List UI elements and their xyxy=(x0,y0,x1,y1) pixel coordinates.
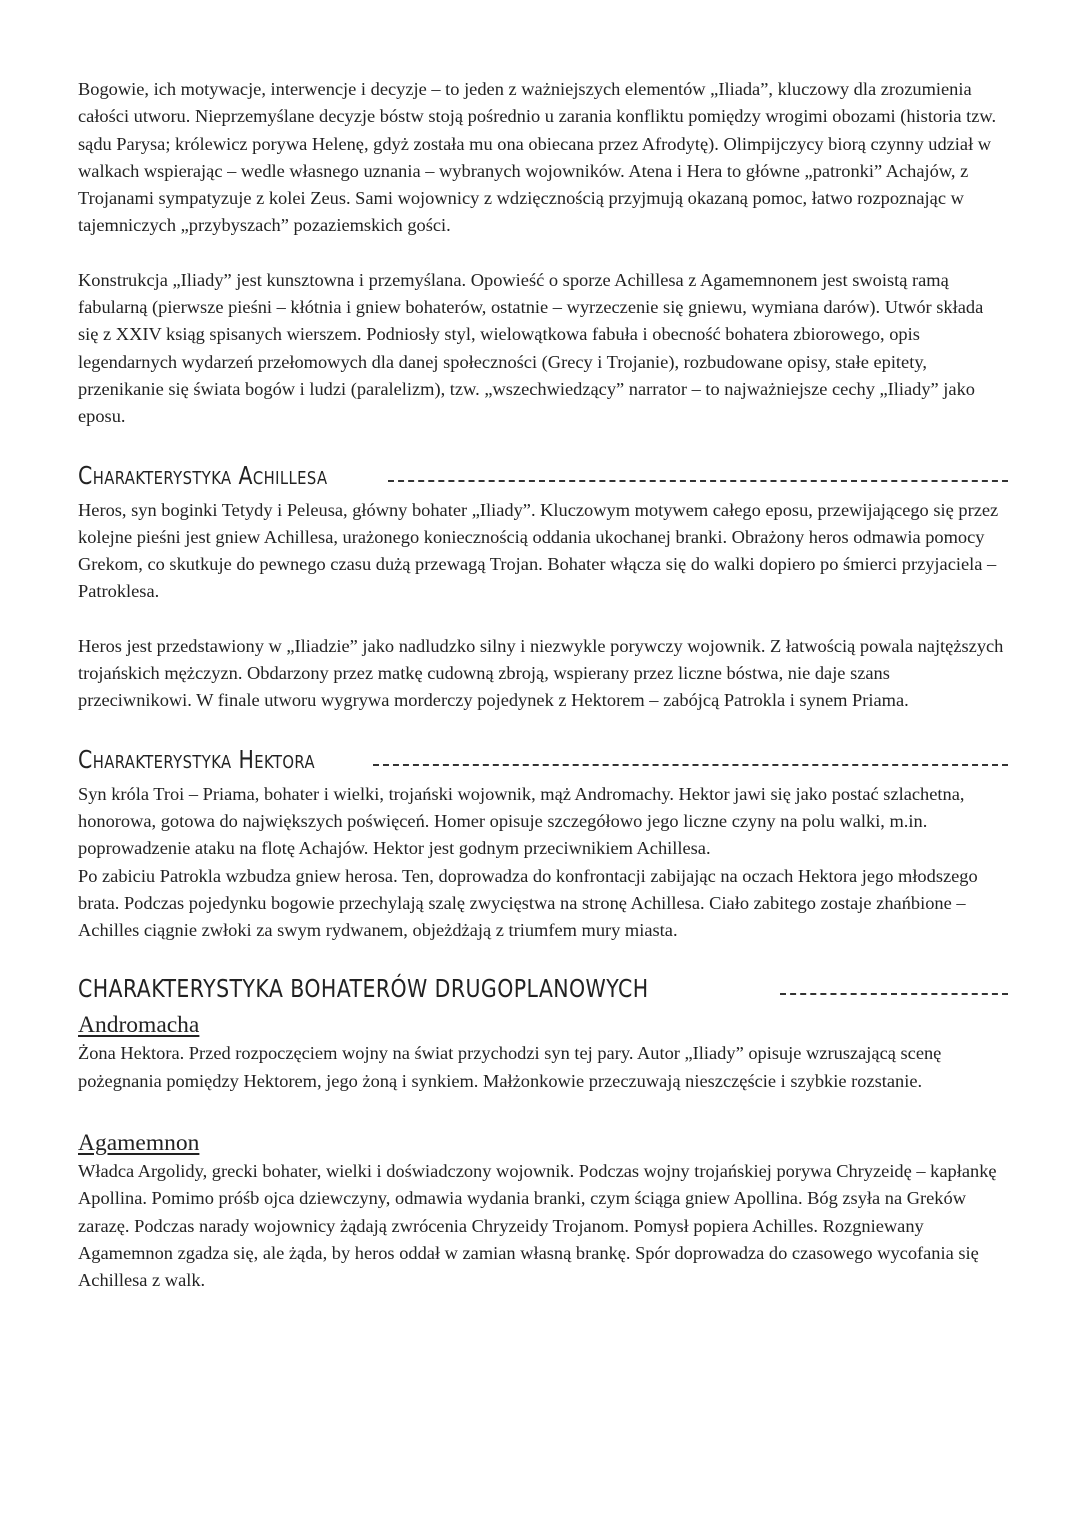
hektor-paragraph-1: Syn króla Troi – Priama, bohater i wielki, trojański wojownik, mąż Andromachy. Hektor jawi się jako postać szlachetna, honorowa, gotowa do największych poświęceń. Homer opisuje szczegółowo jego liczne czyny na polu walki, m.in. poprowadzenie ataku na flotę Achajów. Hektor jest godnym przeciwnikiem Achillesa. xyxy=(78,783,965,859)
section-heading-achilles-text: Charakterystyka Achillesa xyxy=(78,460,328,490)
section-heading-hektor xyxy=(78,735,1008,775)
document-page xyxy=(78,76,1008,1295)
achilles-paragraph-1: Heros, syn boginki Tetydy i Peleusa, główny bohater „Iliady”. Kluczowym motywem całego eposu, przewijającego się przez kolejne pieśni jest gniew Achillesa, urażonego koniecznością oddania ukochanej branki. Obrażony heros odmawia pomocy Grekom, co skutkuje do pewnego czasu dużą przewagą Trojan. Bohater włącza się do walki dopiero po śmierci przyjaciela – Patroklesa. xyxy=(78,499,999,602)
section-heading-achilles xyxy=(78,451,1008,491)
paragraph-gap xyxy=(78,240,1008,267)
paragraph-gap xyxy=(78,1095,1008,1122)
heading-dashed-rule xyxy=(780,993,1008,995)
agamemnon-paragraph: Władca Argolidy, grecki bohater, wielki i doświadczony wojownik. Podczas wojny trojańskiej porywa Chryzeidę – kapłankę Apollina. Pomimo próśb ojca dziewczyny, odmawia wydania branki, czym ściąga gniew Apollina. Bóg zsyła na Greków zarazę. Podczas narady wojownicy żądają zwrócenia Chryzeidy Trojanom. Pomysł popiera Achilles. Rozgniewany Agamemnon zgadza się, ale żąda, by heros oddał w zamian własną brankę. Spór doprowadza do czasowego wycofania się Achillesa z walk. xyxy=(78,1161,997,1291)
section-heading-hektor-text: Charakterystyka Hektora xyxy=(78,744,316,774)
subheading-agamemnon: Agamemnon xyxy=(78,1130,200,1157)
section-heading-secondary-text: CHARAKTERYSTYKA BOHATERÓW DRUGOPLANOWYCH xyxy=(78,974,649,1004)
heading-dashed-rule xyxy=(388,480,1008,482)
andromacha-paragraph: Żona Hektora. Przed rozpoczęciem wojny na świat przychodzi syn tej pary. Autor „Iliady” opisuje wzruszającą scenę pożegnania pomiędzy Hektorem, jego żoną i synkiem. Małżonkowie przeczuwają nieszczęście i szybkie rozstanie. xyxy=(78,1043,942,1091)
achilles-paragraph-2: Heros jest przedstawiony w „Iliadzie” jako nadludzko silny i niezwykle porywczy wojownik. Z łatwością powala najtęższych trojańskich mężczyzn. Obdarzony przez matkę cudowną zbroją, wspierany przez liczne bóstwa, nie daje szans przeciwnikowi. W finale utworu wygrywa morderczy pojedynek z Hektorem – zabójcą Patrokla i synem Priama. xyxy=(78,635,1004,711)
intro-paragraph-construction: Konstrukcja „Iliady” jest kunsztowna i przemyślana. Opowieść o sporze Achillesa z Agamemnonem jest swoistą ramą fabularną (pierwsze pieśni – kłótnia i gniew bohaterów, ostatnie – wyrzeczenie się gniewu, wymiana darów). Utwór składa się z XXIV ksiąg spisanych wierszem. Podniosły styl, wielowątkowa fabuła i obecność bohatera zbiorowego, opis legendarnych wydarzeń przełomowych dla danej społeczności (Grecy i Trojanie), rozbudowane opisy, stałe epitety, przenikanie się świata bogów i ludzi (paralelizm), tzw. „wszechwiedzący” narrator – to najważniejsze cechy „Iliady” jako eposu. xyxy=(78,269,984,427)
intro-paragraph-gods: Bogowie, ich motywacje, interwencje i decyzje – to jeden z ważniejszych elementów „Iliada”, kluczowy dla zrozumienia całości utworu. Nieprzemyślane decyzje bóstw stoją pośrednio u zarania konfliktu pomiędzy wrogimi obozami (historia tzw. sądu Parysa; królewicz porywa Helenę, gdyż została mu ona obiecana przez Afrodytę). Olimpijczycy biorą czynny udział w walkach wspierając – wedle własnego uznania – wybranych wojowników. Atena i Hera to główne „patronki” Achajów, z Trojanami sympatyzuje z kolei Zeus. Sami wojownicy z wdzięcznością przyjmują okazaną pomoc, łatwo rozpoznając w tajemniczych „przybyszach” pozaziemskich gości. xyxy=(78,79,997,236)
paragraph-gap xyxy=(78,606,1008,633)
subheading-andromacha: Andromacha xyxy=(78,1012,200,1039)
hektor-paragraph-2: Po zabiciu Patrokla wzbudza gniew herosa. Ten, doprowadza do konfrontacji zabijając na oczach Hektora jego młodszego brata. Podczas pojedynku bogowie przechylają szalę zwycięstwa na stronę Achillesa. Ciało zabitego zostaje zhańbione – Achilles ciągnie zwłoki za swym rydwanem, objeżdżają z triumfem mury miasta. xyxy=(78,865,978,941)
heading-dashed-rule xyxy=(373,764,1008,766)
section-heading-secondary xyxy=(78,964,1008,1004)
